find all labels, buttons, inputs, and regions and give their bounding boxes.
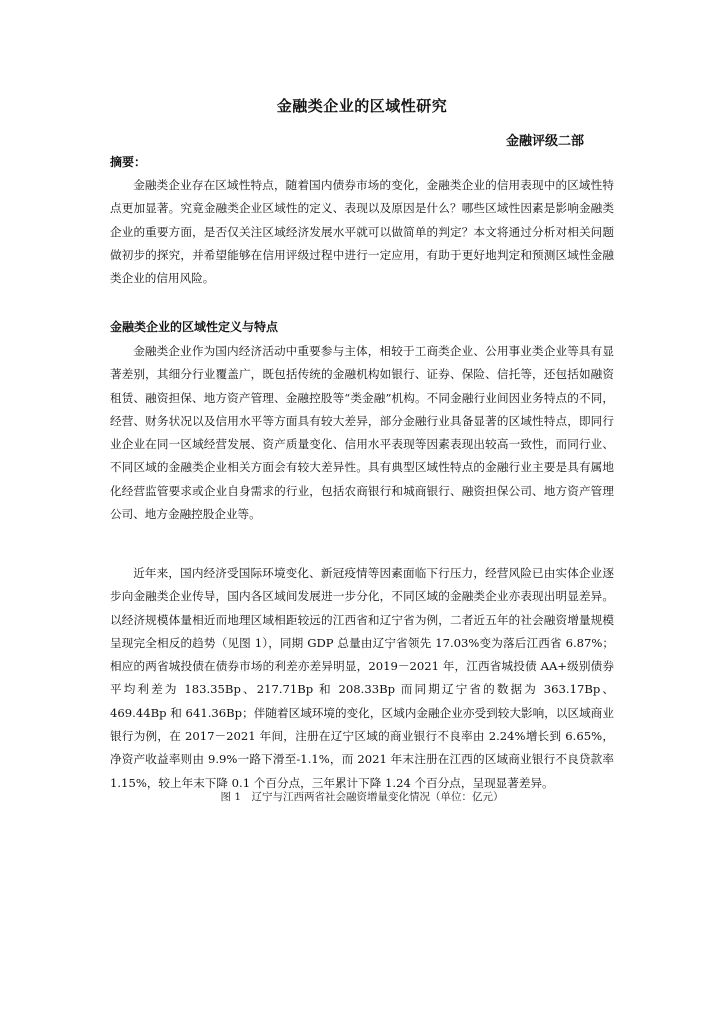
body-paragraph-2: 近年来，国内经济受国际环境变化、新冠疫情等因素面临下行压力，经营风险已由实体企业逐步向金融类企业传导，国内各区域间发展进一步分化，不同区域的金融类企业亦表现出明显差异。以经济规模体量相近而地理区域相距较远的江西省和辽宁省为例，二者近五年的社会融资增量规模呈现完全相反的趋势（见图 1），同期 GDP 总量由辽宁省领先 17.03%变为落后江西省 6.87%；相应的两省城投债在债券市场的利差亦差异明显，2019－2021 年，江西省城投债 AA+级别债券平均利差为 183.35Bp、217.71Bp 和 208.33Bp 而同期辽宁省的数据为 363.17Bp、469.44Bp 和 641.36Bp；伴随着区域环境的变化，区域内金融企业亦受到较大影响，以区域商业银行为例，在 2017－2021 年间，注册在辽宁区域的商业银行不良率由 2.24%增长到 6.65%，净资产收益率则由 9.9%一路下滑至-1.1%，而 2021 年末注册在江西的区域商业银行不良贷款率 1.15%，较上年末下降 0.1 个百分点，三年累计下降 1.24 个百分点，呈现显著差异。: [110, 566, 614, 790]
figure-caption: 图 1 辽宁与江西两省社会融资增量变化情况（单位：亿元）: [220, 791, 504, 803]
section-heading: 金融类企业的区域性定义与特点: [110, 320, 279, 334]
document-title: 金融类企业的区域性研究: [276, 97, 448, 115]
body-paragraph-1: 金融类企业作为国内经济活动中重要参与主体，相较于工商类企业、公用事业类企业等具有显著差别，其细分行业覆盖广，既包括传统的金融机构如银行、证券、保险、信托等，还包括如融资租赁、融资担保、地方资产管理、金融控股等“类金融”机构。不同金融行业间因业务特点的不同，经营、财务状况以及信用水平等方面具有较大差异，部分金融行业具备显著的区域性特点，即同行业企业在同一区域经营发展、资产质量变化、信用水平表现等因素表现出较高一致性，而同行业、不同区域的金融类企业相关方面会有较大差异性。具有典型区域性特点的金融行业主要是具有属地化经营监管要求或企业自身需求的行业，包括农商银行和城商银行、融资担保公司、地方资产管理公司、地方金融控股企业等。: [110, 344, 614, 522]
abstract-label: 摘要：: [110, 155, 147, 169]
abstract-paragraph: 金融类企业存在区域性特点，随着国内债券市场的变化，金融类企业的信用表现中的区域性特点更加显著。究竟金融类企业区域性的定义、表现以及原因是什么？哪些区域性因素是影响金融类企业的重要方面，是否仅关注区域经济发展水平就可以做简单的判定？本文将通过分析对相关问题做初步的探究，并希望能够在信用评级过程中进行一定应用，有助于更好地判定和预测区域性金融类企业的信用风险。: [110, 178, 614, 286]
department-label: 金融评级二部: [505, 134, 584, 149]
